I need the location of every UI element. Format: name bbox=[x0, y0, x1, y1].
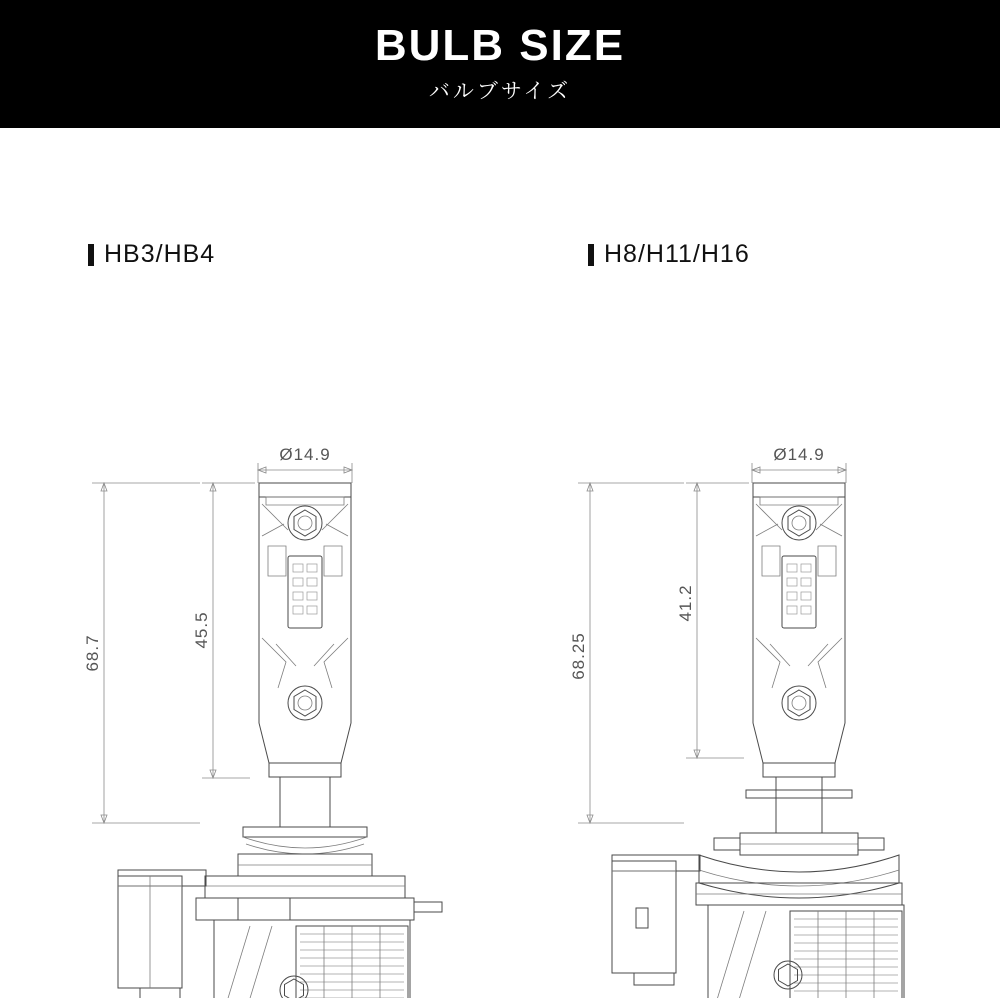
bulb-head bbox=[259, 483, 351, 777]
bulb-drawing-hb3-hb4 bbox=[0, 278, 500, 998]
panel-label-text: H8/H11/H16 bbox=[604, 240, 750, 268]
panel-h8-h11-h16 bbox=[500, 128, 1000, 1000]
dimension-upper bbox=[192, 483, 255, 778]
bulb-svg-h8-h11-h16 bbox=[500, 278, 1000, 998]
dimension-diameter bbox=[258, 445, 352, 483]
panel-label-text: HB3/HB4 bbox=[104, 240, 216, 268]
dimension-diameter-text: Ø14.9 bbox=[279, 445, 331, 464]
panel-label-hb3-hb4 bbox=[88, 240, 215, 269]
bulb-head bbox=[753, 483, 845, 777]
driver-heatsink bbox=[708, 905, 904, 998]
bulb-svg-hb3-hb4 bbox=[0, 278, 500, 998]
dimension-upper-text: 45.5 bbox=[192, 611, 211, 649]
panel-hb3-hb4 bbox=[0, 128, 500, 1000]
dimension-total bbox=[83, 483, 200, 823]
bulb-base-flange bbox=[196, 876, 442, 920]
page-title: BULB SIZE bbox=[374, 20, 626, 70]
driver-heatsink bbox=[214, 920, 410, 998]
bulb-neck bbox=[714, 777, 884, 855]
bullet-icon bbox=[88, 244, 94, 266]
dimension-upper-text: 41.2 bbox=[676, 584, 695, 622]
connector-box bbox=[118, 870, 206, 998]
bulb-neck bbox=[238, 777, 372, 876]
dimension-diameter bbox=[752, 445, 846, 483]
page-header bbox=[0, 0, 1000, 128]
bulb-base-flange bbox=[696, 855, 902, 905]
bullet-icon bbox=[588, 244, 594, 266]
page-subtitle: バルブサイズ bbox=[428, 79, 572, 104]
dimension-total-text: 68.25 bbox=[569, 632, 588, 680]
bulb-drawing-h8-h11-h16 bbox=[500, 278, 1000, 998]
dimension-upper bbox=[676, 483, 749, 758]
dimension-diameter-text: Ø14.9 bbox=[773, 445, 825, 464]
connector-box bbox=[612, 855, 700, 985]
dimension-total-text: 68.7 bbox=[83, 634, 102, 672]
dimension-total bbox=[569, 483, 684, 823]
diagram-content bbox=[0, 128, 1000, 1000]
panel-label-h8-h11-h16 bbox=[588, 240, 750, 269]
